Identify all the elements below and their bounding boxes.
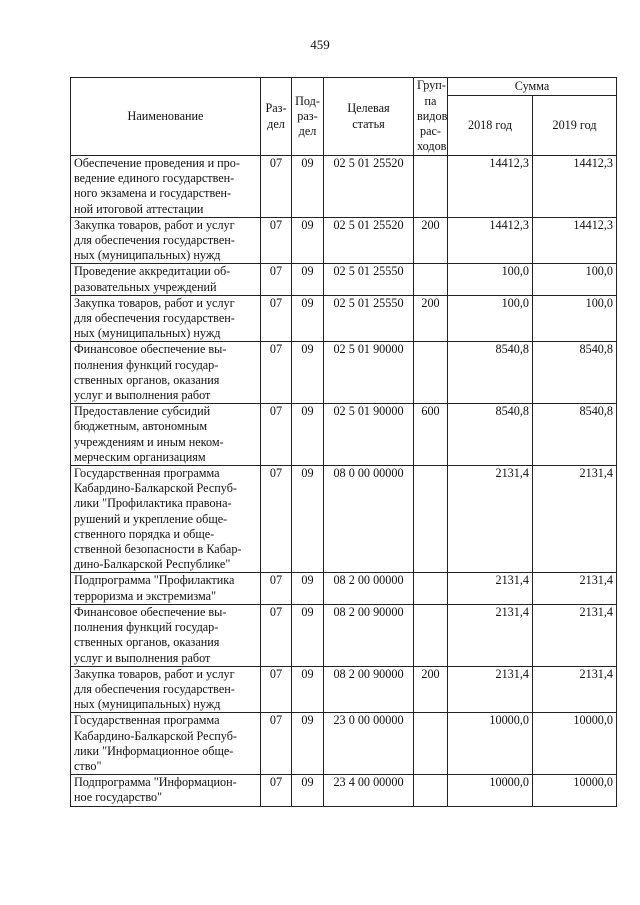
row-expense-group [414, 342, 448, 404]
row-name: Обеспечение проведения и про- ведение единого государствен- ного экзамена и государствен- ной итоговой аттестации [71, 156, 261, 218]
row-expense-group [414, 604, 448, 666]
page-number: 459 [310, 37, 330, 52]
row-subsection: 09 [292, 713, 324, 775]
row-subsection: 09 [292, 217, 324, 264]
row-amount-2018: 14412,3 [448, 217, 533, 264]
row-section: 07 [261, 156, 292, 218]
row-subsection: 09 [292, 466, 324, 573]
table-row [71, 217, 617, 264]
row-expense-group [414, 466, 448, 573]
row-amount-2019: 14412,3 [533, 156, 617, 218]
row-amount-2019: 14412,3 [533, 217, 617, 264]
row-subsection: 09 [292, 404, 324, 466]
row-amount-2019: 8540,8 [533, 404, 617, 466]
row-target-article: 02 5 01 90000 [324, 342, 414, 404]
row-target-article: 02 5 01 25550 [324, 295, 414, 342]
row-section: 07 [261, 604, 292, 666]
row-expense-group: 600 [414, 404, 448, 466]
row-amount-2018: 2131,4 [448, 573, 533, 604]
row-expense-group: 200 [414, 217, 448, 264]
row-amount-2018: 100,0 [448, 264, 533, 295]
row-section: 07 [261, 217, 292, 264]
header-target-article: Целевая статья [324, 78, 414, 156]
header-expense-group: Груп- па видов рас- ходов [414, 78, 448, 156]
row-name: Финансовое обеспечение вы- полнения функций государ- ственных органов, оказания услуг и выполнения работ [71, 604, 261, 666]
row-amount-2018: 100,0 [448, 295, 533, 342]
row-name: Подпрограмма "Информацион- ное государство" [71, 775, 261, 806]
row-expense-group: 200 [414, 295, 448, 342]
row-amount-2019: 2131,4 [533, 466, 617, 573]
row-amount-2018: 2131,4 [448, 604, 533, 666]
row-section: 07 [261, 666, 292, 713]
table-row [71, 466, 617, 573]
row-name: Финансовое обеспечение вы- полнения функций государ- ственных органов, оказания услуг и выполнения работ [71, 342, 261, 404]
table-body [71, 156, 617, 807]
row-name: Подпрограмма "Профилактика терроризма и экстремизма" [71, 573, 261, 604]
row-section: 07 [261, 264, 292, 295]
row-subsection: 09 [292, 573, 324, 604]
row-expense-group [414, 573, 448, 604]
header-name: Наименование [71, 78, 261, 156]
row-subsection: 09 [292, 295, 324, 342]
header-subsection: Под- раз- дел [292, 78, 324, 156]
row-section: 07 [261, 713, 292, 775]
table-row [71, 404, 617, 466]
row-subsection: 09 [292, 156, 324, 218]
budget-table [70, 77, 617, 807]
row-name: Государственная программа Кабардино-Балкарской Респуб- лики "Информационное обще- ство" [71, 713, 261, 775]
row-amount-2018: 8540,8 [448, 342, 533, 404]
table-row [71, 713, 617, 775]
table-row [71, 775, 617, 806]
row-section: 07 [261, 775, 292, 806]
row-subsection: 09 [292, 342, 324, 404]
row-amount-2018: 8540,8 [448, 404, 533, 466]
row-subsection: 09 [292, 604, 324, 666]
row-amount-2019: 2131,4 [533, 666, 617, 713]
row-section: 07 [261, 295, 292, 342]
row-section: 07 [261, 404, 292, 466]
table-row [71, 156, 617, 218]
header-section: Раз- дел [261, 78, 292, 156]
row-target-article: 23 0 00 00000 [324, 713, 414, 775]
row-subsection: 09 [292, 775, 324, 806]
row-target-article: 08 2 00 90000 [324, 666, 414, 713]
table-row [71, 264, 617, 295]
row-subsection: 09 [292, 666, 324, 713]
row-name: Предоставление субсидий бюджетным, автономным учреждениям и иным неком- мерческим организациям [71, 404, 261, 466]
table-row [71, 295, 617, 342]
row-section: 07 [261, 466, 292, 573]
row-name: Закупка товаров, работ и услуг для обеспечения государствен- ных (муниципальных) нужд [71, 295, 261, 342]
row-target-article: 02 5 01 25520 [324, 217, 414, 264]
row-target-article: 23 4 00 00000 [324, 775, 414, 806]
row-amount-2019: 2131,4 [533, 604, 617, 666]
row-target-article: 08 2 00 90000 [324, 604, 414, 666]
table-row [71, 342, 617, 404]
row-amount-2019: 10000,0 [533, 775, 617, 806]
row-target-article: 08 0 00 00000 [324, 466, 414, 573]
row-amount-2018: 2131,4 [448, 466, 533, 573]
row-amount-2019: 100,0 [533, 295, 617, 342]
header-sum: Сумма [448, 78, 617, 96]
row-amount-2019: 8540,8 [533, 342, 617, 404]
row-amount-2019: 100,0 [533, 264, 617, 295]
table-row [71, 573, 617, 604]
row-name: Проведение аккредитации об- разовательных учреждений [71, 264, 261, 295]
row-subsection: 09 [292, 264, 324, 295]
row-expense-group: 200 [414, 666, 448, 713]
row-section: 07 [261, 573, 292, 604]
row-amount-2018: 10000,0 [448, 713, 533, 775]
row-expense-group [414, 264, 448, 295]
row-expense-group [414, 713, 448, 775]
table-header [71, 78, 617, 156]
row-expense-group [414, 156, 448, 218]
row-amount-2018: 14412,3 [448, 156, 533, 218]
row-target-article: 02 5 01 25520 [324, 156, 414, 218]
table-row [71, 604, 617, 666]
row-amount-2018: 2131,4 [448, 666, 533, 713]
row-target-article: 02 5 01 25550 [324, 264, 414, 295]
row-target-article: 02 5 01 90000 [324, 404, 414, 466]
header-year-2018: 2018 год [448, 96, 533, 156]
row-name: Государственная программа Кабардино-Балкарской Респуб- лики "Профилактика правона- рушений и укрепление обще- ственного порядка и обще- ственной безопасности в Кабар- дино-Балкарской Республике" [71, 466, 261, 573]
row-expense-group [414, 775, 448, 806]
row-name: Закупка товаров, работ и услуг для обеспечения государствен- ных (муниципальных) нужд [71, 217, 261, 264]
row-target-article: 08 2 00 00000 [324, 573, 414, 604]
row-amount-2018: 10000,0 [448, 775, 533, 806]
table-row [71, 666, 617, 713]
header-year-2019: 2019 год [533, 96, 617, 156]
row-section: 07 [261, 342, 292, 404]
row-amount-2019: 2131,4 [533, 573, 617, 604]
row-amount-2019: 10000,0 [533, 713, 617, 775]
row-name: Закупка товаров, работ и услуг для обеспечения государствен- ных (муниципальных) нужд [71, 666, 261, 713]
